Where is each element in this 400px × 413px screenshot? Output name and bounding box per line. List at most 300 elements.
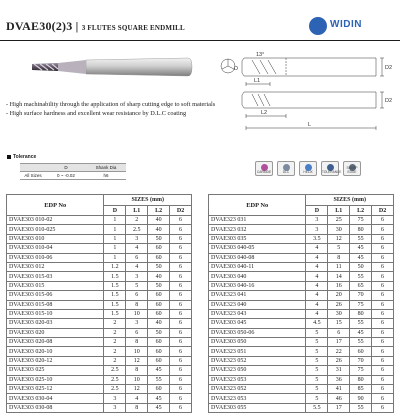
col-d-header: D: [104, 206, 126, 216]
size-cell: 6: [170, 262, 192, 271]
size-cell: 2: [126, 216, 148, 225]
size-cell: 5: [306, 394, 328, 403]
edp-code-cell: DVAE303 050-06: [209, 328, 306, 337]
tolerance-badge-icon: TOLERANCE: [321, 161, 339, 176]
edp-code-cell: DVAE303 040-11: [209, 262, 306, 271]
size-cell: 8: [126, 403, 148, 412]
size-cell: 2: [104, 328, 126, 337]
size-cell: 20: [328, 291, 350, 300]
series-name: DVAE30(2)3: [6, 19, 73, 33]
edp-code-cell: DVAE303 012: [7, 262, 104, 271]
size-cell: 17: [328, 338, 350, 347]
edp-code-cell: DVAE323 053: [209, 375, 306, 384]
angle-label: 13°: [256, 52, 265, 58]
col-l1-header: L1: [328, 206, 350, 216]
size-cell: 5: [306, 385, 328, 394]
feature-item: - High machinability through the application of sharp cutting edge to soft materials: [6, 101, 216, 108]
size-cell: 55: [350, 272, 372, 281]
size-cell: 15: [328, 319, 350, 328]
size-cell: 90: [350, 394, 372, 403]
size-cell: 8: [328, 253, 350, 262]
size-cell: 50: [148, 262, 170, 271]
edp-table-right: [208, 194, 394, 413]
tolerance-header-row: [20, 164, 126, 172]
table-row: [209, 216, 394, 225]
edp-code-cell: DVAE303 040-16: [209, 281, 306, 290]
edp-code-cell: DVAE323 031: [209, 216, 306, 225]
series-subtitle: 3 FLUTES SQUARE ENDMILL: [81, 24, 185, 32]
table-row: [7, 309, 192, 318]
table-row: [209, 319, 394, 328]
size-cell: 6: [170, 244, 192, 253]
table-row: [7, 394, 192, 403]
table-row: [7, 281, 192, 290]
edp-code-cell: DVAE303 025: [7, 366, 104, 375]
logo-emblem-icon: [309, 17, 327, 35]
size-cell: 3: [104, 394, 126, 403]
size-cell: 45: [350, 328, 372, 337]
logo-text: WIDIN: [330, 19, 362, 30]
table-row: [7, 328, 192, 337]
col-d2-header: D2: [372, 206, 394, 216]
size-cell: 60: [148, 291, 170, 300]
table-row: [7, 216, 192, 225]
size-cell: 40: [148, 272, 170, 281]
size-cell: 3: [306, 216, 328, 225]
size-cell: 60: [350, 347, 372, 356]
size-cell: 6: [170, 272, 192, 281]
tol-header-cell: D: [46, 164, 86, 172]
tolerance-title: Tolerance: [13, 154, 37, 160]
size-cell: 50: [148, 234, 170, 243]
edp-code-cell: DVAE323 050: [209, 366, 306, 375]
size-cell: 6: [372, 366, 394, 375]
tol-cell: 0 ~ -0.02: [46, 172, 86, 180]
size-cell: 4: [306, 253, 328, 262]
size-cell: 1.5: [104, 272, 126, 281]
edp-code-cell: DVAE303 020: [7, 328, 104, 337]
table-row: [209, 375, 394, 384]
size-cell: 6: [170, 309, 192, 318]
size-cell: 4.5: [306, 319, 328, 328]
edp-code-cell: DVAE303 020-03: [7, 319, 104, 328]
size-cell: 6: [372, 234, 394, 243]
size-cell: 45: [350, 244, 372, 253]
size-cell: 60: [148, 338, 170, 347]
table-row: [209, 338, 394, 347]
edp-code-cell: DVAE303 035: [209, 234, 306, 243]
tolerance-table: [20, 163, 126, 180]
size-cell: 60: [148, 253, 170, 262]
brand-logo: [309, 14, 371, 38]
size-cell: 6: [372, 300, 394, 309]
size-cell: 4: [306, 244, 328, 253]
size-cell: 6: [170, 225, 192, 234]
table-row: [7, 225, 192, 234]
size-cell: 75: [350, 216, 372, 225]
table-row: [209, 394, 394, 403]
table-row: [209, 309, 394, 318]
size-cell: 65: [350, 281, 372, 290]
size-cell: 6: [372, 338, 394, 347]
size-cell: 80: [350, 309, 372, 318]
tolerance-heading: [7, 154, 36, 160]
size-cell: 55: [350, 338, 372, 347]
size-cell: 50: [148, 281, 170, 290]
table-row: [7, 244, 192, 253]
edp-code-cell: DVAE323 040: [209, 300, 306, 309]
size-cell: 40: [148, 216, 170, 225]
page-header: [0, 0, 400, 44]
size-cell: 6: [372, 356, 394, 365]
size-cell: 10: [126, 347, 148, 356]
d-label: D: [234, 66, 238, 72]
table-row: [209, 356, 394, 365]
size-cell: 2: [104, 319, 126, 328]
edp-code-cell: DVAE303 015-03: [7, 272, 104, 281]
size-cell: 3: [306, 225, 328, 234]
size-cell: 45: [148, 403, 170, 412]
size-cell: 6: [372, 328, 394, 337]
size-cell: 70: [350, 356, 372, 365]
l2-label: L2: [261, 110, 268, 116]
size-cell: 60: [148, 347, 170, 356]
size-cell: 4: [306, 300, 328, 309]
table-row: [209, 385, 394, 394]
table-row: [7, 319, 192, 328]
size-cell: 6: [372, 291, 394, 300]
size-cell: 3.5: [306, 234, 328, 243]
table-row: [7, 253, 192, 262]
edp-code-cell: DVAE303 010-02: [7, 216, 104, 225]
size-cell: 8: [126, 366, 148, 375]
size-cell: 6: [372, 262, 394, 271]
edp-code-cell: DVAE303 025-10: [7, 375, 104, 384]
table-row: [209, 291, 394, 300]
size-cell: 12: [126, 356, 148, 365]
table-row: [209, 262, 394, 271]
size-cell: 6: [372, 375, 394, 384]
edp-code-cell: DVAE323 052: [209, 356, 306, 365]
size-cell: 6: [170, 291, 192, 300]
size-cell: 6: [372, 216, 394, 225]
edp-code-cell: DVAE323 051: [209, 347, 306, 356]
size-cell: 6: [170, 394, 192, 403]
size-cell: 17: [328, 403, 350, 412]
size-cell: 4: [126, 394, 148, 403]
size-cell: 5: [306, 338, 328, 347]
table-row: [7, 262, 192, 271]
size-cell: 5: [328, 244, 350, 253]
size-cell: 2.5: [104, 385, 126, 394]
size-cell: 55: [350, 403, 372, 412]
edp-code-cell: DVAE303 020-10: [7, 347, 104, 356]
size-cell: 22: [328, 347, 350, 356]
table-row: [209, 234, 394, 243]
table-row: [209, 281, 394, 290]
size-cell: 2: [104, 356, 126, 365]
table-row: [209, 347, 394, 356]
size-cell: 6: [372, 225, 394, 234]
table-row: [7, 291, 192, 300]
size-cell: 6: [170, 347, 192, 356]
sharp-edge-badge-icon: SHARP EDGE: [343, 161, 361, 176]
size-cell: 1: [104, 234, 126, 243]
size-cell: 60: [148, 309, 170, 318]
d2-label-bottom: D2: [385, 98, 393, 104]
edp-header: EDP No: [7, 195, 104, 216]
size-cell: 1.2: [104, 262, 126, 271]
size-cell: 6: [372, 281, 394, 290]
size-cell: 80: [350, 225, 372, 234]
carbide-badge-icon: CARBIDE: [255, 161, 273, 176]
table-row: [209, 403, 394, 412]
size-cell: 5.5: [306, 403, 328, 412]
header-divider: [0, 40, 400, 41]
size-cell: 6: [170, 375, 192, 384]
size-cell: 45: [148, 394, 170, 403]
size-cell: 4: [126, 244, 148, 253]
size-cell: 10: [126, 309, 148, 318]
col-l2-header: L2: [350, 206, 372, 216]
size-cell: 6: [372, 403, 394, 412]
dlc-badge-icon: DLC: [277, 161, 295, 176]
edp-code-cell: DVAE323 041: [209, 291, 306, 300]
size-cell: 60: [148, 244, 170, 253]
size-cell: 6: [170, 216, 192, 225]
size-cell: 6: [372, 309, 394, 318]
feature-list: [6, 101, 221, 118]
size-cell: 3: [126, 319, 148, 328]
size-cell: 6: [170, 319, 192, 328]
size-cell: 6: [372, 385, 394, 394]
helix-badge-icon: HELIX: [299, 161, 317, 176]
size-cell: 4: [306, 309, 328, 318]
edp-code-cell: DVAE303 040-08: [209, 253, 306, 262]
size-cell: 40: [148, 319, 170, 328]
size-cell: 3: [104, 403, 126, 412]
size-cell: 1.5: [104, 309, 126, 318]
edp-header: EDP No: [209, 195, 306, 216]
table-row: [209, 366, 394, 375]
size-cell: 41: [328, 385, 350, 394]
size-cell: 6: [170, 338, 192, 347]
size-cell: 5: [306, 328, 328, 337]
table-row: [7, 234, 192, 243]
size-cell: 6: [328, 328, 350, 337]
size-cell: 5: [306, 347, 328, 356]
tol-header-cell: [20, 164, 46, 172]
edp-code-cell: DVAE303 050: [209, 338, 306, 347]
tol-cell: h6: [86, 172, 126, 180]
edp-code-cell: DVAE303 040: [209, 272, 306, 281]
edp-code-cell: DVAE303 015-08: [7, 300, 104, 309]
size-cell: 6: [372, 253, 394, 262]
size-cell: 4: [306, 262, 328, 271]
l-label: L: [308, 122, 312, 128]
size-cell: 6: [170, 281, 192, 290]
size-cell: 26: [328, 356, 350, 365]
table-row: [209, 244, 394, 253]
size-cell: 6: [372, 347, 394, 356]
size-cell: 10: [126, 375, 148, 384]
edp-code-cell: DVAE303 020-08: [7, 338, 104, 347]
size-cell: 4: [306, 291, 328, 300]
table-row: [209, 300, 394, 309]
size-cell: 6: [170, 403, 192, 412]
l1-label: L1: [254, 78, 261, 84]
size-cell: 6: [126, 291, 148, 300]
size-cell: 1: [104, 225, 126, 234]
size-cell: 2.5: [104, 366, 126, 375]
title-separator: |: [72, 19, 82, 33]
size-cell: 6: [372, 394, 394, 403]
size-cell: 3: [126, 234, 148, 243]
size-cell: 80: [350, 375, 372, 384]
size-cell: 4: [306, 281, 328, 290]
col-d-header: D: [306, 206, 328, 216]
table-row: [209, 253, 394, 262]
size-cell: 12: [126, 385, 148, 394]
size-cell: 1: [104, 253, 126, 262]
size-cell: 6: [170, 366, 192, 375]
table-header-row: [209, 195, 394, 206]
size-cell: 2.5: [126, 225, 148, 234]
size-cell: 6: [170, 385, 192, 394]
edp-code-cell: DVAE323 053: [209, 394, 306, 403]
table-row: [7, 375, 192, 384]
table-row: [7, 300, 192, 309]
size-cell: 31: [328, 366, 350, 375]
endmill-drawing: [216, 50, 394, 140]
edp-code-cell: DVAE303 015-10: [7, 309, 104, 318]
table-row: [209, 225, 394, 234]
table-row: [7, 272, 192, 281]
table-header-row: [7, 195, 192, 206]
size-cell: 40: [148, 225, 170, 234]
edp-code-cell: DVAE323 043: [209, 309, 306, 318]
edp-code-cell: DVAE303 010-06: [7, 253, 104, 262]
size-cell: 6: [170, 234, 192, 243]
size-cell: 50: [148, 328, 170, 337]
table-row: [209, 328, 394, 337]
size-cell: 14: [328, 272, 350, 281]
size-cell: 45: [148, 366, 170, 375]
size-cell: 1: [104, 216, 126, 225]
size-cell: 25: [328, 216, 350, 225]
table-row: [7, 366, 192, 375]
size-cell: 6: [372, 319, 394, 328]
size-cell: 4: [126, 262, 148, 271]
edp-code-cell: DVAE303 010-04: [7, 244, 104, 253]
size-cell: 16: [328, 281, 350, 290]
size-cell: 6: [372, 244, 394, 253]
size-cell: 30: [328, 309, 350, 318]
size-cell: 6: [170, 300, 192, 309]
table-row: [7, 403, 192, 412]
size-cell: 36: [328, 375, 350, 384]
table-row: [209, 272, 394, 281]
size-cell: 1.5: [104, 291, 126, 300]
feature-item: - High surface hardness and excellent wear resistance by D.L.C coating: [6, 109, 187, 117]
size-cell: 26: [328, 300, 350, 309]
size-cell: 6: [372, 272, 394, 281]
size-cell: 85: [350, 385, 372, 394]
edp-code-cell: DVAE303 025-12: [7, 385, 104, 394]
col-d2-header: D2: [170, 206, 192, 216]
col-l2-header: L2: [148, 206, 170, 216]
d2-label-top: D2: [385, 65, 393, 71]
size-cell: 5: [306, 366, 328, 375]
size-cell: 60: [148, 300, 170, 309]
size-cell: 75: [350, 366, 372, 375]
bullet-square-icon: [7, 155, 11, 159]
size-cell: 4: [306, 272, 328, 281]
size-cell: 6: [170, 253, 192, 262]
edp-code-cell: DVAE303 010: [7, 234, 104, 243]
table-row: [7, 385, 192, 394]
size-cell: 6: [170, 328, 192, 337]
size-cell: 11: [328, 262, 350, 271]
table-row: [7, 356, 192, 365]
size-cell: 2: [104, 338, 126, 347]
edp-code-cell: DVAE303 055: [209, 403, 306, 412]
table-row: [7, 338, 192, 347]
size-cell: 8: [126, 338, 148, 347]
size-cell: 2.5: [104, 375, 126, 384]
table-row: [7, 347, 192, 356]
edp-code-cell: DVAE303 030-04: [7, 394, 104, 403]
size-cell: 1.5: [104, 300, 126, 309]
size-cell: 55: [350, 234, 372, 243]
size-cell: 5: [126, 281, 148, 290]
size-cell: 5: [306, 356, 328, 365]
tolerance-value-row: [20, 172, 126, 180]
edp-table-left: [6, 194, 192, 413]
edp-code-cell: DVAE303 015: [7, 281, 104, 290]
size-cell: 70: [350, 291, 372, 300]
page-title: [6, 19, 185, 34]
size-cell: 3: [126, 272, 148, 281]
size-cell: 6: [126, 253, 148, 262]
size-cell: 46: [328, 394, 350, 403]
size-cell: 12: [328, 234, 350, 243]
size-cell: 6: [170, 356, 192, 365]
size-cell: 1: [104, 244, 126, 253]
tol-header-cell: Shank Dia: [86, 164, 126, 172]
edp-code-cell: DVAE303 030-08: [7, 403, 104, 412]
tol-cell: All Sizes: [20, 172, 46, 180]
size-cell: 55: [350, 319, 372, 328]
size-cell: 55: [148, 375, 170, 384]
edp-code-cell: DVAE303 045: [209, 319, 306, 328]
sizes-header: SIZES (mm): [306, 195, 394, 206]
size-cell: 2: [104, 347, 126, 356]
edp-code-cell: DVAE303 015-06: [7, 291, 104, 300]
size-cell: 60: [148, 356, 170, 365]
edp-code-cell: DVAE303 010-025: [7, 225, 104, 234]
endmill-photo: [28, 52, 193, 84]
size-cell: 75: [350, 300, 372, 309]
size-cell: 1.5: [104, 281, 126, 290]
edp-code-cell: DVAE323 052: [209, 385, 306, 394]
size-cell: 45: [350, 253, 372, 262]
col-l1-header: L1: [126, 206, 148, 216]
edp-code-cell: DVAE303 020-12: [7, 356, 104, 365]
size-cell: 6: [126, 328, 148, 337]
edp-code-cell: DVAE323 032: [209, 225, 306, 234]
size-cell: 30: [328, 225, 350, 234]
